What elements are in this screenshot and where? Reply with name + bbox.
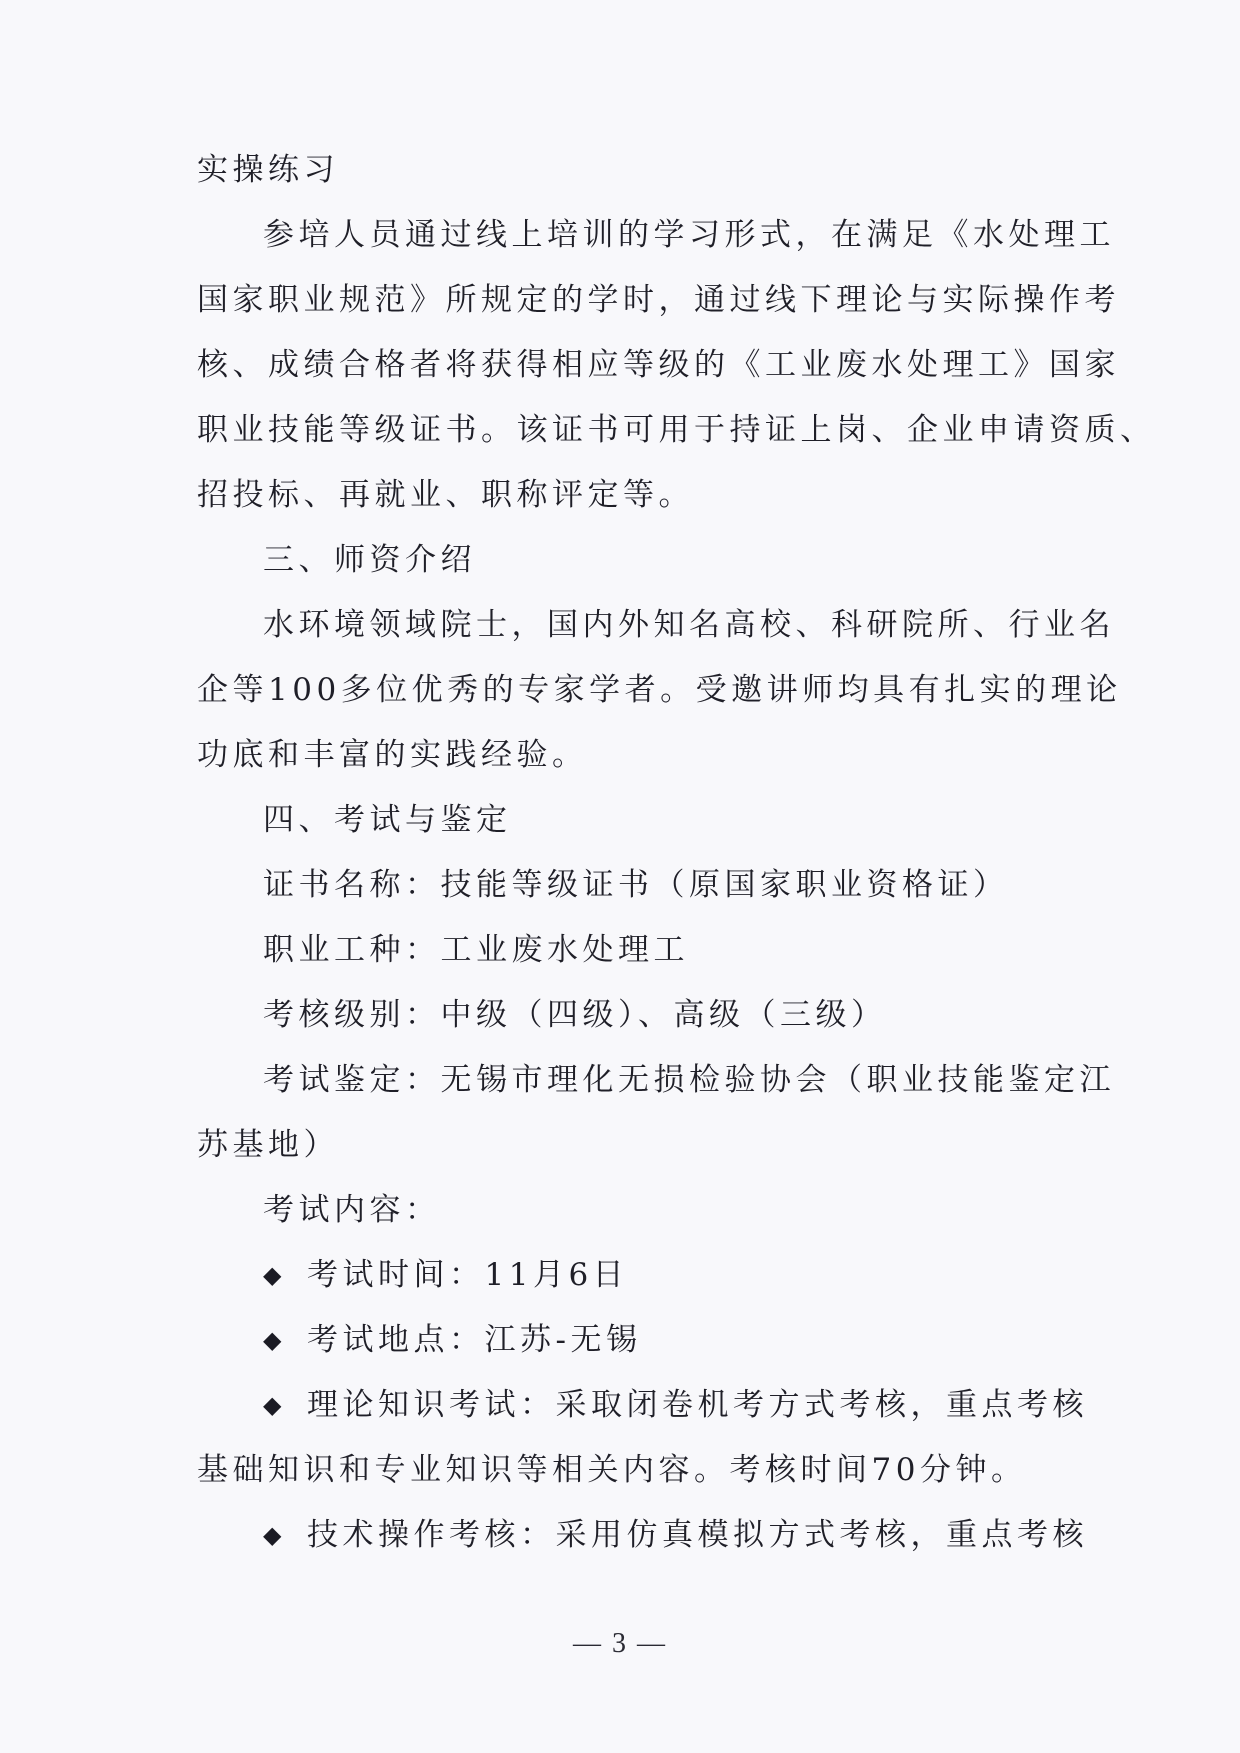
text-line-2: 参培人员通过线上培训的学习形式，在满足《水处理工 [263,217,1115,253]
diamond-bullet-icon: ◆ [263,1391,282,1419]
text-line-5: 职业技能等级证书。该证书可用于持证上岗、企业申请资质、 [197,412,1156,448]
exam-appraisal-line: 考试鉴定：无锡市理化无损检验协会（职业技能鉴定江 [263,1062,1115,1098]
bullet-exam-location [263,1320,641,1360]
text-line-4: 核、成绩合格者将获得相应等级的《工业废水处理工》国家 [197,347,1120,383]
bullet-exam-time [263,1255,628,1295]
exam-appraisal-continuation: 苏基地） [197,1127,339,1163]
bullet-text: 理论知识考试：采取闭卷机考方式考核，重点考核 [307,1387,1088,1423]
diamond-bullet-icon: ◆ [263,1521,282,1549]
text-line-6: 招投标、再就业、职称评定等。 [197,477,694,513]
exam-level-line: 考核级别：中级（四级）、高级（三级） [263,997,887,1033]
bullet-theory-exam [263,1385,1088,1425]
text-line-1: 实操练习 [197,152,339,188]
text-line-9: 企等100多位优秀的专家学者。受邀讲师均具有扎实的理论 [197,672,1122,708]
section-heading-faculty: 三、师资介绍 [263,542,476,578]
text-line-3: 国家职业规范》所规定的学时，通过线下理论与实际操作考 [197,282,1120,318]
diamond-bullet-icon: ◆ [263,1261,282,1289]
bullet-text: 技术操作考核：采用仿真模拟方式考核，重点考核 [307,1517,1088,1553]
section-heading-exam: 四、考试与鉴定 [263,802,512,838]
text-line-10: 功底和丰富的实践经验。 [197,737,588,773]
bullet-text: 考试地点：江苏-无锡 [307,1322,642,1358]
bullet-text: 考试时间：11月6日 [307,1257,629,1293]
theory-exam-continuation: 基础知识和专业知识等相关内容。考核时间70分钟。 [197,1452,1027,1488]
occupation-line: 职业工种：工业废水处理工 [263,932,689,968]
bullet-operation-exam [263,1515,1088,1555]
certificate-name-line: 证书名称：技能等级证书（原国家职业资格证） [263,867,1009,903]
text-line-8: 水环境领域院士，国内外知名高校、科研院所、行业名 [263,607,1115,643]
exam-content-heading: 考试内容： [263,1192,441,1228]
page-number: — 3 — [573,1628,667,1659]
diamond-bullet-icon: ◆ [263,1326,282,1354]
